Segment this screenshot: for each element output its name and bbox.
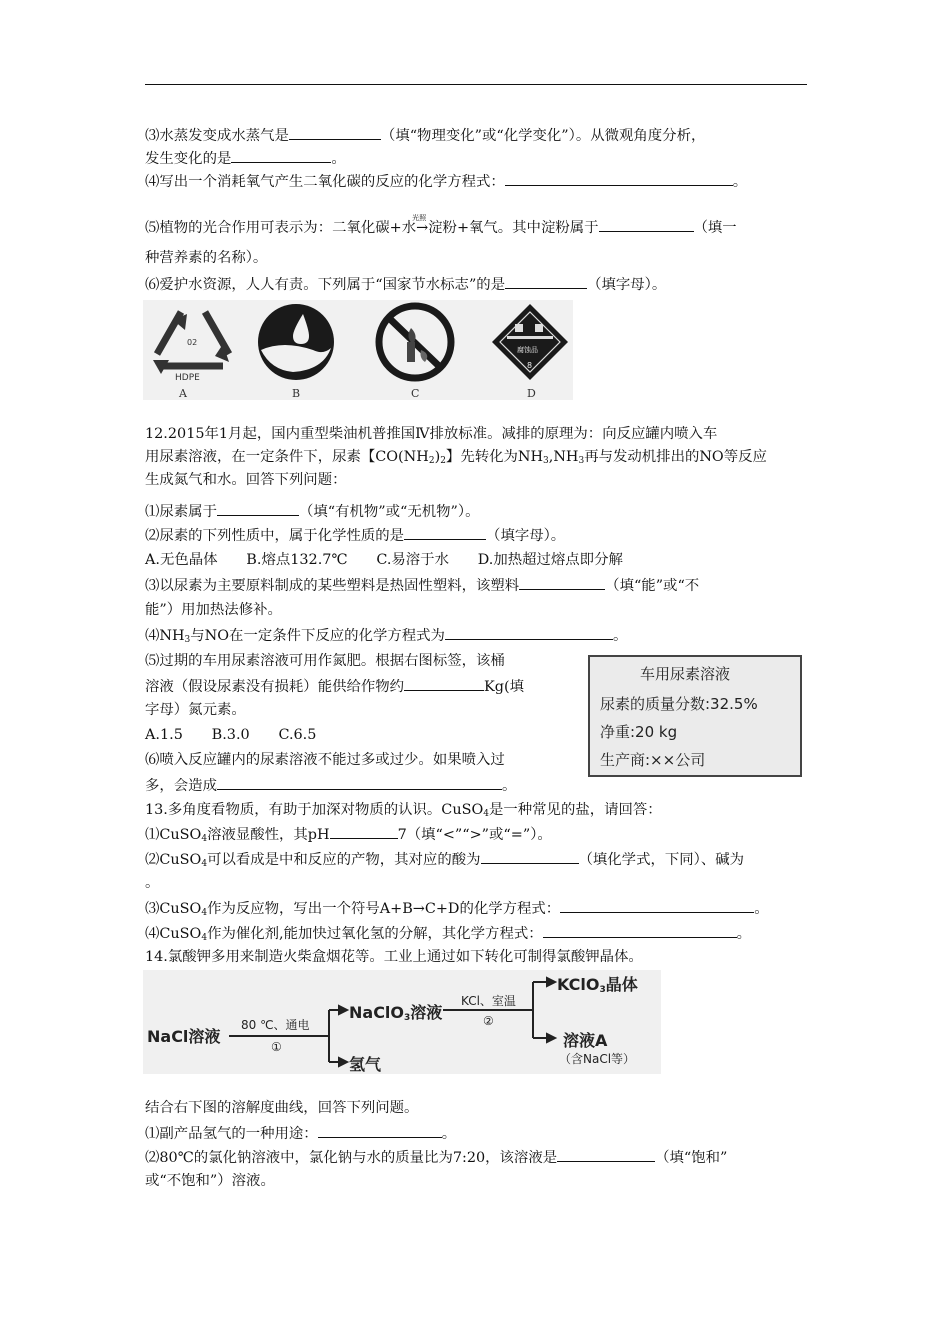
flow-step-2: ② [483, 1014, 494, 1028]
sign-letter-b: B [292, 387, 301, 400]
q14-curve-intro: 结合右下图的溶解度曲线，回答下列问题。 [145, 1100, 419, 1116]
label-title: 车用尿素溶液 [640, 665, 731, 683]
answer-blank[interactable] [330, 825, 398, 839]
q12-part3-line1: ⑶以尿素为主要原料制成的某些塑料是热固性塑料，该塑料 （填“能”或“不 [145, 578, 700, 594]
q12-part5-line2: 溶液（假设尿素没有损耗）能供给作物约 Kg(填 [145, 679, 525, 695]
label-row-fraction: 尿素的质量分数:32.5% [600, 695, 758, 713]
answer-blank[interactable] [318, 1124, 442, 1138]
q13-part4: ⑷CuSO$_4$作为催化剂,能加快过氧化氢的分解，其化学方程式： 。 [145, 926, 752, 943]
urea-label-figure [588, 655, 802, 777]
answer-blank[interactable] [217, 502, 299, 516]
answer-blank[interactable] [557, 1148, 655, 1162]
label-row-maker: 生产商:××公司 [600, 751, 706, 769]
q11-part3-line2: 发生变化的是 。 [145, 151, 346, 167]
q12-part5-line3: 字母）氮元素。 [145, 702, 246, 718]
water-signs-figure [143, 300, 573, 400]
sign-d-text: 腐蚀品 [517, 346, 538, 354]
q12-part3-line2: 能”）用加热法修补。 [145, 602, 282, 618]
sign-letter-c: C [411, 387, 420, 400]
q12-stem-line1: 12.2015年1月起，国内重型柴油机普推国Ⅳ排放标准。减排的原理为：向反应罐内喷入车 [145, 426, 718, 442]
q11-part3-line1: ⑶水蒸发变成水蒸气是 （填“物理变化”或“化学变化”）。从微观角度分析， [145, 128, 706, 144]
q14-part2-line2: 或“不饱和”）溶液。 [145, 1173, 275, 1189]
answer-blank[interactable] [445, 626, 613, 640]
label-row-weight: 净重:20 kg [600, 723, 678, 741]
reaction-arrow: 光照 → [412, 214, 429, 236]
flow-step-1: ① [271, 1040, 282, 1054]
q12-part4: $⑷NH_3$与NO在一定条件下反应的化学方程式为 。 [145, 628, 628, 645]
q12-part6-line1: ⑹喷入反应罐内的尿素溶液不能过多或过少。如果喷入过 [145, 752, 505, 768]
sign-letter-a: A [179, 387, 187, 400]
q13-stem: 13.多角度看物质，有助于加深对物质的认识。CuSO$_4$是一种常见的盐，请回答： [145, 802, 662, 819]
sign-a-code: 02 [187, 338, 198, 347]
answer-blank[interactable] [505, 275, 587, 289]
q12-part2-options: A.无色晶体 B.熔点132.7℃ C.易溶于水 D.加热超过熔点即分解 [145, 552, 623, 568]
answer-blank[interactable] [404, 677, 484, 691]
answer-blank[interactable] [231, 149, 331, 163]
flow-solution-a-note: （含NaCl等） [559, 1052, 636, 1066]
answer-blank[interactable] [217, 776, 502, 790]
header-rule [145, 84, 807, 85]
answer-blank[interactable] [599, 218, 694, 232]
flow-intermediate: NaClO$_3$溶液 [349, 1003, 443, 1023]
q12-stem-line3: 生成氮气和水。回答下列问题： [145, 472, 347, 488]
q11-part5-line1: ⑸植物的光合作用可表示为：二氧化碳+水 光照 →淀粉+氧气。其中淀粉属于 （填一 [145, 214, 737, 236]
sign-d-num: 8 [527, 361, 533, 370]
water-saving-icon [258, 304, 334, 380]
q11-part6: ⑹爱护水资源，人人有责。下列属于“国家节水标志”的是 （填字母）。 [145, 277, 667, 293]
q13-part2-line1: ⑵CuSO$_4$可以看成是中和反应的产物，其对应的酸为 （填化学式，下同）、碱为 [145, 852, 744, 869]
q13-part2-line2: 。 [145, 875, 160, 891]
flow-condition-1: 80 ℃、通电 [241, 1018, 310, 1032]
answer-blank[interactable] [404, 526, 486, 540]
q12-part2: ⑵尿素的下列性质中，属于化学性质的是 （填字母）。 [145, 528, 566, 544]
q14-stem: 14.氯酸钾多用来制造火柴盒烟花等。工业上通过如下转化可制得氯酸钾晶体。 [145, 949, 643, 965]
flow-condition-2: KCl、室温 [461, 994, 516, 1008]
sign-a-text: HDPE [175, 373, 200, 383]
q12-part6-line2: 多，会造成 。 [145, 778, 517, 794]
q12-part5-options: A.1.5 B.3.0 C.6.5 [145, 727, 317, 743]
answer-blank[interactable] [543, 924, 737, 938]
signs-svg [143, 300, 573, 400]
q11-part4: ⑷写出一个消耗氧气产生二氧化碳的反应的化学方程式： 。 [145, 174, 748, 190]
flow-product: KClO$_3$晶体 [557, 975, 638, 995]
flow-byproduct: 氢气 [349, 1055, 382, 1074]
q13-part3: ⑶CuSO$_4$作为反应物，写出一个符号A+B→C+D的化学方程式： 。 [145, 901, 769, 918]
answer-blank[interactable] [519, 576, 605, 590]
q13-part1: ⑴CuSO$_4$溶液显酸性，其pH 7（填“<”“>”或“=”）。 [145, 827, 552, 844]
kclo3-flowchart [143, 970, 661, 1074]
flow-start: NaCl溶液 [147, 1027, 221, 1046]
q14-part1: ⑴副产品氢气的一种用途： 。 [145, 1126, 457, 1142]
q12-part5-line1: ⑸过期的车用尿素溶液可用作氮肥。根据右图标签，该桶 [145, 653, 505, 669]
q12-part1: ⑴尿素属于 （填“有机物”或“无机物”）。 [145, 504, 480, 520]
answer-blank[interactable] [289, 126, 381, 140]
q12-stem-line2: 用尿素溶液，在一定条件下，尿素【$CO(NH_2)_2$】先转化为$NH_3,NH_3$再与发动机排出的NO等反应 [145, 449, 767, 466]
no-fire-icon [379, 306, 451, 378]
answer-blank[interactable] [505, 172, 733, 186]
sign-letter-d: D [527, 387, 536, 400]
flow-solution-a: 溶液A [563, 1031, 608, 1050]
answer-blank[interactable] [560, 899, 754, 913]
q14-part2-line1: ⑵80℃的氯化钠溶液中，氯化钠与水的质量比为7:20，该溶液是 （填“饱和” [145, 1150, 728, 1166]
answer-blank[interactable] [481, 850, 579, 864]
q11-part5-line2: 种营养素的名称）。 [145, 250, 268, 266]
